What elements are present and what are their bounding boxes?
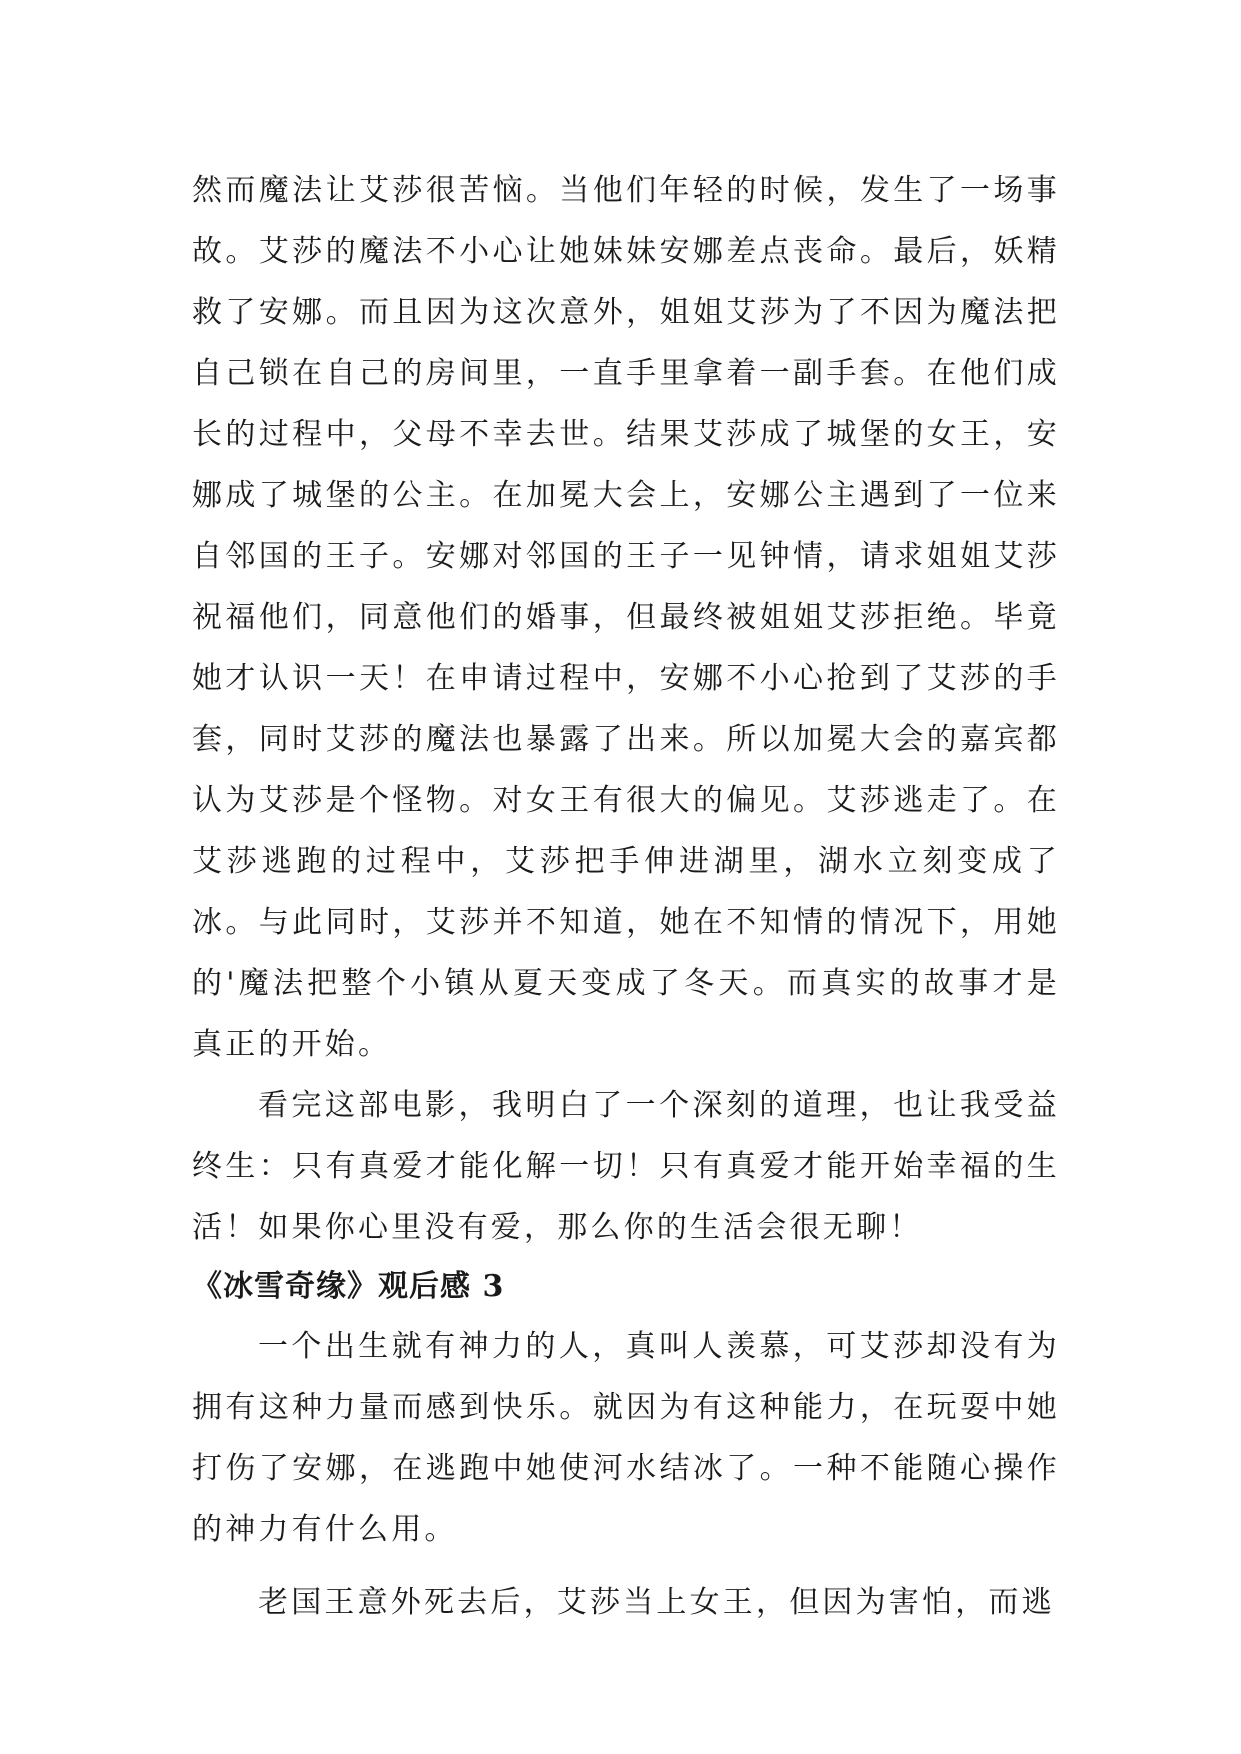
document-page: [192, 160, 1060, 1633]
body-paragraph: 老国王意外死去后，艾莎当上女王，但因为害怕，而逃: [258, 1585, 1055, 1620]
body-paragraph: 看完这部电影，我明白了一个深刻的道理，也让我受益终生：只有真爱才能化解一切！只有真爱才能开始幸福的生活！如果你心里没有爱，那么你的生活会很无聊！: [192, 1088, 1060, 1245]
body-paragraph: 一个出生就有神力的人，真叫人羡慕，可艾莎却没有为拥有这种力量而感到快乐。就因为有这种能力，在玩耍中她打伤了安娜，在逃跑中她使河水结冰了。一种不能随心操作的神力有什么用。: [192, 1329, 1060, 1547]
section-heading: 《冰雪奇缘》观后感 3: [192, 1269, 505, 1304]
body-paragraph: 然而魔法让艾莎很苦恼。当他们年轻的时候，发生了一场事故。艾莎的魔法不小心让她妹妹安娜差点丧命。最后，妖精救了安娜。而且因为这次意外，姐姐艾莎为了不因为魔法把自己锁在自己的房间里，一直手里拿着一副手套。在他们成长的过程中，父母不幸去世。结果艾莎成了城堡的女王，安娜成了城堡的公主。在加冕大会上，安娜公主遇到了一位来自邻国的王子。安娜对邻国的王子一见钟情，请求姐姐艾莎祝福他们，同意他们的婚事，但最终被姐姐艾莎拒绝。毕竟她才认识一天！在申请过程中，安娜不小心抢到了艾莎的手套，同时艾莎的魔法也暴露了出来。所以加冕大会的嘉宾都认为艾莎是个怪物。对女王有很大的偏见。艾莎逃走了。在艾莎逃跑的过程中，艾莎把手伸进湖里，湖水立刻变成了冰。与此同时，艾莎并不知道，她在不知情的情况下，用她的'魔法把整个小镇从夏天变成了冬天。而真实的故事才是真正的开始。: [192, 173, 1060, 1062]
